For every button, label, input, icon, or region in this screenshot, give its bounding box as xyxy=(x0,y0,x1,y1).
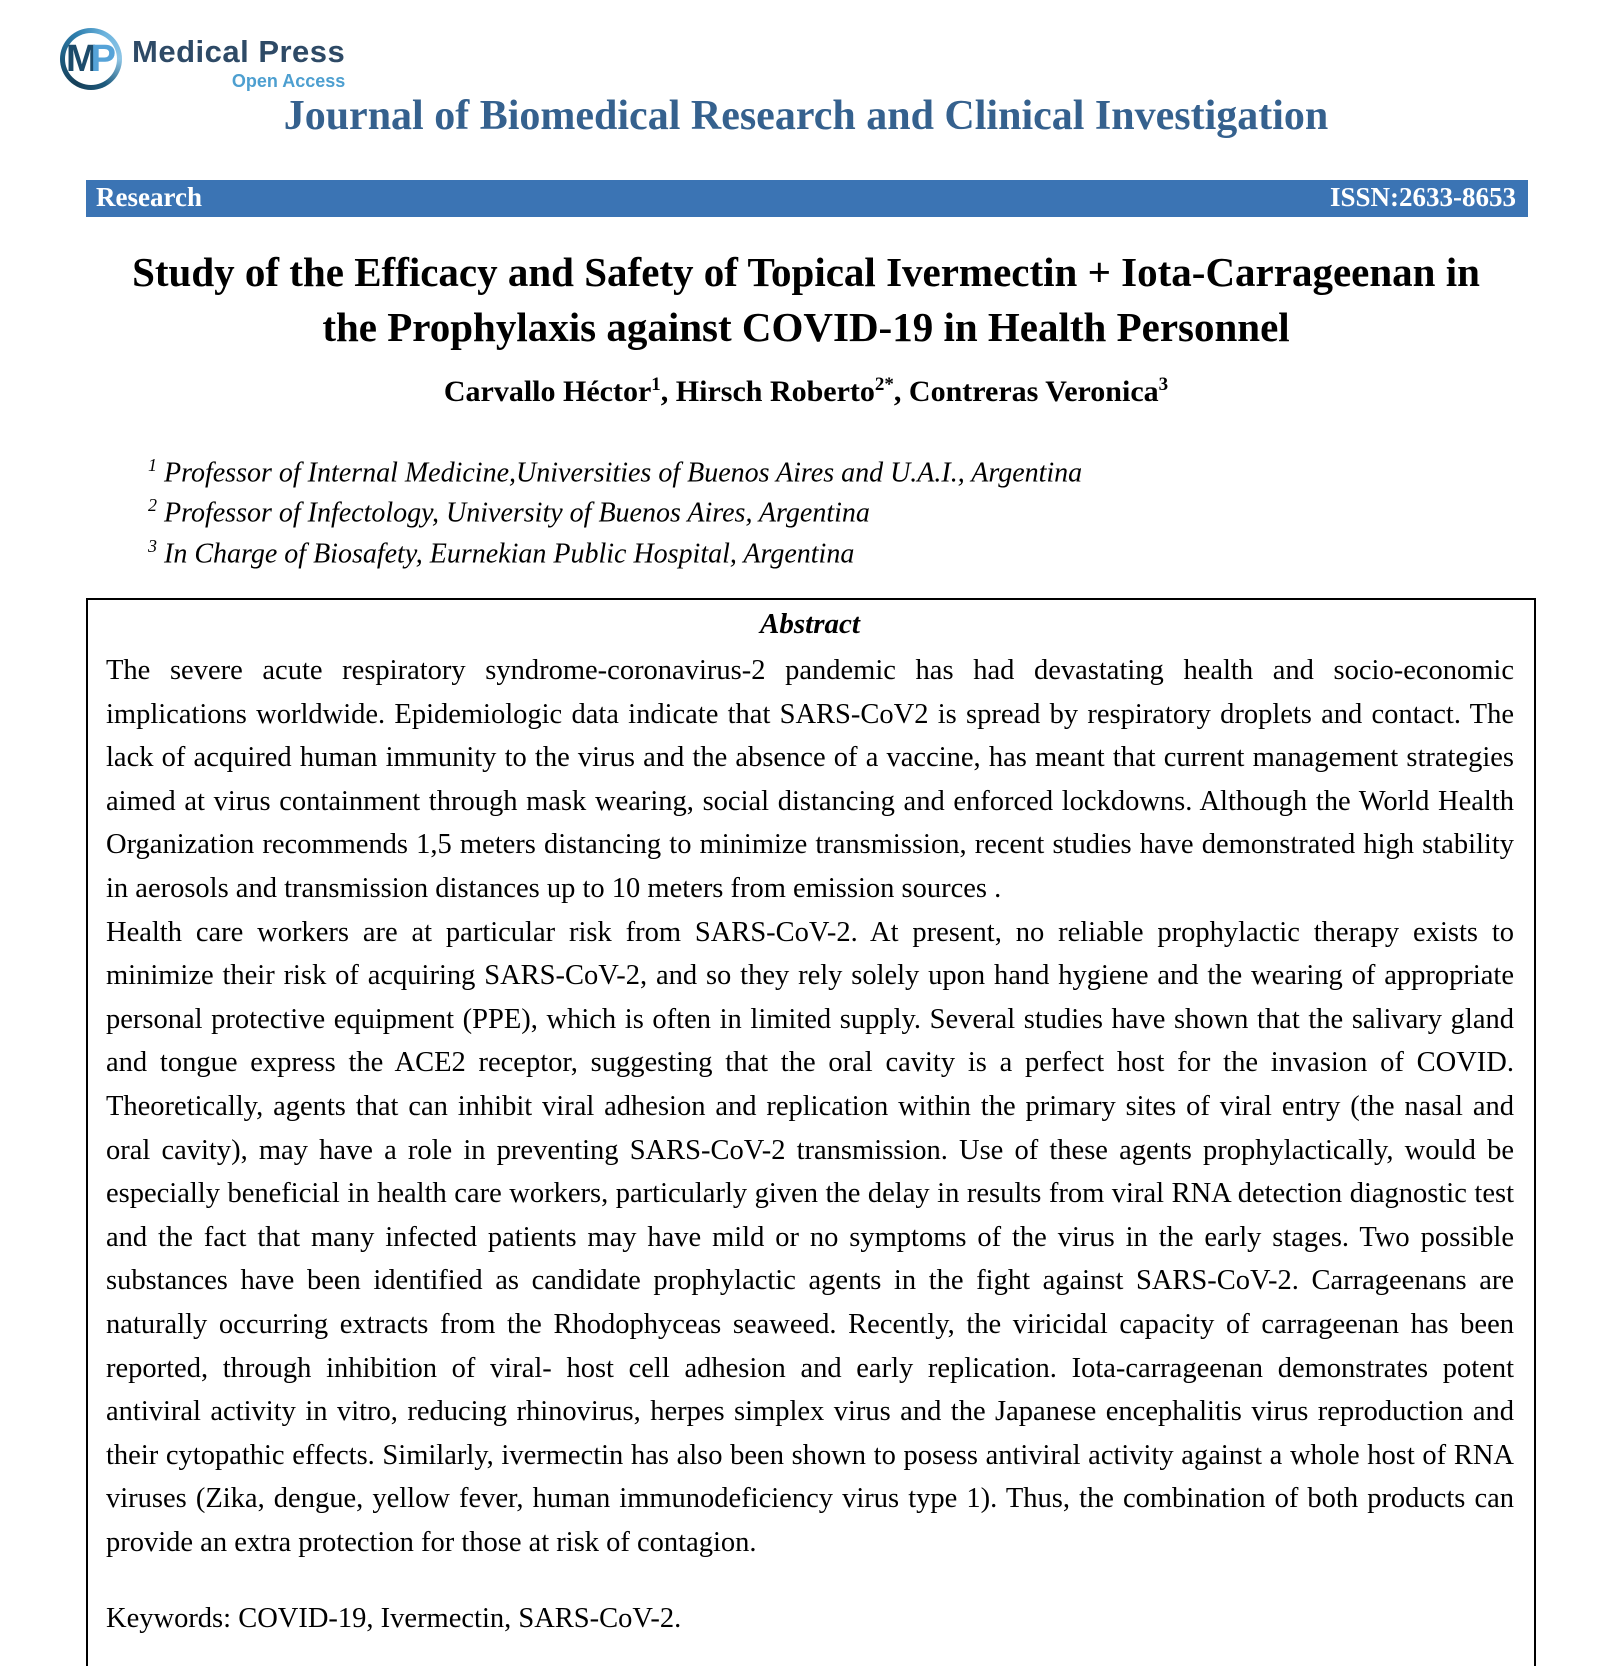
article-type-bar xyxy=(86,180,1528,217)
publisher-name: Medical Press xyxy=(132,34,346,69)
abstract-box xyxy=(86,598,1536,1666)
logo-letter-p: P xyxy=(90,38,116,80)
journal-title: Journal of Biomedical Research and Clinical Investigation xyxy=(283,93,1329,139)
author: Contreras Veronica$^3$ xyxy=(908,374,1169,409)
keywords-line: Keywords: COVID-19, Ivermectin, SARS-CoV-2. xyxy=(106,1602,682,1634)
article-type-label: Research xyxy=(96,182,202,212)
medical-press-logo-icon xyxy=(60,28,122,90)
affiliations-block xyxy=(148,453,1552,574)
logo-letter-m: M xyxy=(65,38,98,80)
affiliation-line: $^3$ In Charge of Biosafety, Eurnekian Public Hospital, Argentina xyxy=(148,535,855,570)
affiliation-line: $^1$ Professor of Internal Medicine,Universities of Buenos Aires and U.A.I., Argentina xyxy=(148,455,1083,489)
authors-line xyxy=(0,374,1612,409)
abstract-paragraph: The severe acute respiratory syndrome-coronavirus-2 pandemic has had devastating health and socio-economic implications worldwide. Epidemiologic data indicate that SARS-CoV2 is spread by respiratory droplets and contact. The lack of acquired human immunity to the virus and the absence of a vaccine, has meant that current management strategies aimed at virus containment through mask wearing, social distancing and enforced lockdowns. Although the World Health Organization recommends 1,5 meters distancing to minimize transmission, recent studies have demonstrated high stability in aerosols and transmission distances up to 10 meters from emission sources . xyxy=(106,655,1514,905)
publisher-logo xyxy=(60,28,345,92)
affiliation-line: $^2$ Professor of Infectology, University of Buenos Aires, Argentina xyxy=(148,495,870,529)
author-affiliation-marker: 3 xyxy=(1158,374,1169,396)
article-title: Study of the Efficacy and Safety of Topical Ivermectin + Iota-Carrageenan in the Prophylaxis against COVID-19 in Health Personnel xyxy=(132,249,1480,350)
open-access-label: Open Access xyxy=(231,71,346,91)
publisher-logo-text xyxy=(132,34,345,92)
abstract-heading: Abstract xyxy=(760,608,860,641)
issn-label: ISSN:2633-8653 xyxy=(1329,182,1516,212)
author-affiliation-marker: 2* xyxy=(874,374,894,396)
author: Hirsch Roberto$^{2*}$, xyxy=(675,374,909,409)
abstract-paragraph: Health care workers are at particular risk from SARS-CoV-2. At present, no reliable prophylactic therapy exists to minimize their risk of acquiring SARS-CoV-2, and so they rely solely upon hand hygiene and the wearing of appropriate personal protective equipment (PPE), which is often in limited supply. Several studies have shown that the salivary gland and tongue express the ACE2 receptor, suggesting that the oral cavity is a perfect host for the invasion of COVID. Theoretically, agents that can inhibit viral adhesion and replication within the primary sites of viral entry (the nasal and oral cavity), may have a role in preventing SARS-CoV-2 transmission. Use of these agents prophylactically, would be especially beneficial in health care workers, particularly given the delay in results from viral RNA detection diagnostic test and the fact that many infected patients may have mild or no symptoms of the virus in the early stages. Two possible substances have been identified as candidate prophylactic agents in the fight against SARS-CoV-2. Carrageenans are naturally occurring extracts from the Rhodophyceas seaweed. Recently, the viricidal capacity of carrageenan has been reported, through inhibition of viral- host cell adhesion and early replication. Iota-carrageenan demonstrates potent antiviral activity in vitro, reducing rhinovirus, herpes simplex virus and the Japanese encephalitis virus reproduction and their cytopathic effects. Similarly, ivermectin has also been shown to posess antiviral activity against a whole host of RNA viruses (Zika, dengue, yellow fever, human immunodeficiency virus type 1). Thus, the combination of both products can provide an extra protection for those at risk of contagion. xyxy=(106,916,1514,1558)
author: Carvallo Héctor$^1$, xyxy=(443,374,676,409)
author-affiliation-marker: 1 xyxy=(651,374,661,396)
